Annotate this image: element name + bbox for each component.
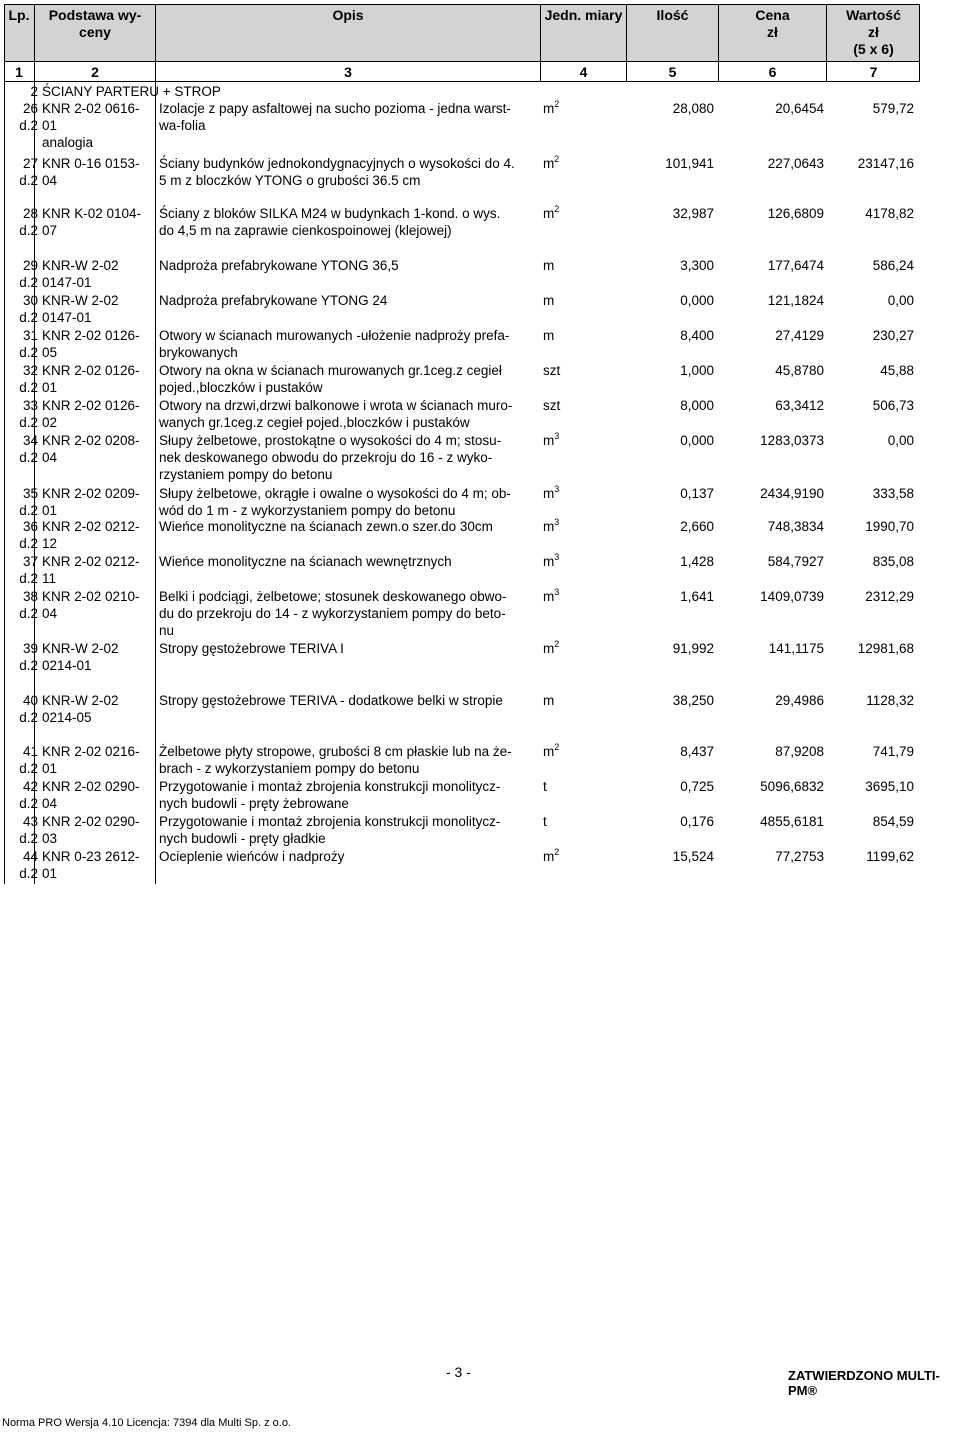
row-podstawa: KNR 2-02 0209- bbox=[42, 486, 140, 501]
row-cena: 126,6809 bbox=[767, 206, 824, 221]
row-podstawa: 02 bbox=[42, 415, 58, 430]
row-ilosc: 38,250 bbox=[672, 693, 714, 708]
row-opis: Słupy żelbetowe, prostokątne o wysokości do 4 m; stosu- bbox=[159, 433, 502, 448]
header-ilosc: Ilość bbox=[656, 7, 689, 23]
row-opis: Ściany budynków jednokondygnacyjnych o wysokości do 4. bbox=[159, 156, 515, 171]
row-wartosc: 12981,68 bbox=[857, 641, 914, 656]
row-lp: 34 bbox=[22, 433, 38, 448]
column-number: 3 bbox=[344, 64, 352, 80]
row-ilosc: 8,000 bbox=[680, 398, 714, 413]
row-ilosc: 3,300 bbox=[680, 258, 714, 273]
row-jednostka bbox=[543, 100, 559, 117]
row-ilosc: 1,641 bbox=[680, 589, 714, 604]
column-number: 7 bbox=[869, 64, 878, 80]
approval-stamp: ZATWIERDZONO MULTI-PM® bbox=[788, 1368, 940, 1398]
row-podstawa: KNR 2-02 0210- bbox=[42, 589, 140, 604]
unit-label: m bbox=[543, 641, 555, 656]
row-lp: d.2 bbox=[19, 450, 38, 465]
row-wartosc: 333,58 bbox=[872, 486, 914, 501]
unit-label: m bbox=[543, 693, 555, 708]
row-opis: brykowanych bbox=[159, 345, 238, 360]
row-podstawa: KNR 2-02 0212- bbox=[42, 554, 140, 569]
row-lp: d.2 bbox=[19, 710, 38, 725]
row-opis: nu bbox=[159, 623, 175, 638]
row-ilosc: 0,000 bbox=[680, 433, 714, 448]
row-podstawa: KNR 2-02 0290- bbox=[42, 814, 140, 829]
row-wartosc: 835,08 bbox=[872, 554, 914, 569]
row-lp: d.2 bbox=[19, 173, 38, 188]
row-podstawa: 01 bbox=[42, 118, 58, 133]
section-number: 2 bbox=[30, 84, 38, 99]
row-cena: 77,2753 bbox=[775, 849, 824, 864]
unit-exponent: 2 bbox=[554, 98, 560, 109]
row-cena: 27,4129 bbox=[775, 328, 824, 343]
section-title: ŚCIANY PARTERU + STROP bbox=[42, 84, 221, 99]
row-opis: nych budowli - pręty gładkie bbox=[159, 831, 326, 846]
column-number: 1 bbox=[15, 64, 23, 80]
row-wartosc: 741,79 bbox=[872, 744, 914, 759]
unit-label: m bbox=[543, 433, 555, 448]
row-wartosc: 854,59 bbox=[872, 814, 914, 829]
column-divider bbox=[155, 82, 156, 884]
row-lp: 31 bbox=[22, 328, 38, 343]
row-cena: 177,6474 bbox=[767, 258, 824, 273]
unit-label: m bbox=[543, 849, 555, 864]
row-opis: Ocieplenie wieńców i nadproży bbox=[159, 849, 345, 864]
row-opis: do 4,5 m na zaprawie cienkospoinowej (klejowej) bbox=[159, 223, 452, 238]
row-ilosc: 32,987 bbox=[672, 206, 714, 221]
row-jednostka bbox=[543, 588, 559, 605]
row-podstawa: 11 bbox=[42, 571, 57, 586]
header-jednostka: Jedn. miary bbox=[544, 7, 623, 23]
row-wartosc: 0,00 bbox=[887, 293, 914, 308]
row-wartosc: 579,72 bbox=[872, 101, 914, 116]
row-opis: Wieńce monolityczne na ścianach zewn.o szer.do 30cm bbox=[159, 519, 493, 534]
row-ilosc: 28,080 bbox=[672, 101, 714, 116]
row-jednostka bbox=[543, 518, 559, 535]
row-podstawa: 12 bbox=[42, 536, 58, 551]
row-podstawa: 01 bbox=[42, 761, 58, 776]
row-lp: d.2 bbox=[19, 223, 38, 238]
row-podstawa: KNR-W 2-02 bbox=[42, 293, 119, 308]
row-lp: 38 bbox=[22, 589, 38, 604]
row-podstawa: 01 bbox=[42, 866, 58, 881]
row-ilosc: 2,660 bbox=[680, 519, 714, 534]
unit-label: m bbox=[543, 589, 555, 604]
row-ilosc: 91,992 bbox=[672, 641, 714, 656]
row-wartosc: 1128,32 bbox=[866, 693, 914, 708]
row-lp: 37 bbox=[22, 554, 38, 569]
row-jednostka bbox=[543, 432, 559, 449]
row-lp: 32 bbox=[22, 363, 38, 378]
row-wartosc: 1990,70 bbox=[865, 519, 914, 534]
row-lp: d.2 bbox=[19, 380, 38, 395]
row-opis: wa-folia bbox=[159, 118, 206, 133]
unit-exponent: 3 bbox=[554, 430, 560, 441]
row-lp: d.2 bbox=[19, 345, 38, 360]
unit-exponent: 3 bbox=[554, 586, 560, 597]
row-lp: 44 bbox=[22, 849, 38, 864]
row-ilosc: 8,400 bbox=[680, 328, 714, 343]
row-podstawa: KNR 2-02 0216- bbox=[42, 744, 140, 759]
unit-exponent: 3 bbox=[554, 483, 560, 494]
row-wartosc: 4178,82 bbox=[865, 206, 914, 221]
row-wartosc: 586,24 bbox=[872, 258, 914, 273]
row-ilosc: 15,524 bbox=[672, 849, 714, 864]
header-cena-line1: Cena bbox=[755, 7, 790, 23]
row-lp: 36 bbox=[22, 519, 38, 534]
row-jednostka bbox=[543, 848, 559, 865]
row-podstawa: KNR-W 2-02 bbox=[42, 258, 119, 273]
unit-label: m bbox=[543, 328, 555, 343]
row-podstawa: 04 bbox=[42, 606, 58, 621]
row-opis: 5 m z bloczków YTONG o grubości 36.5 cm bbox=[159, 173, 421, 188]
unit-exponent: 2 bbox=[554, 741, 560, 752]
row-jednostka bbox=[543, 327, 554, 344]
row-jednostka bbox=[543, 205, 559, 222]
unit-label: m bbox=[543, 486, 555, 501]
column-number: 6 bbox=[768, 64, 777, 80]
row-jednostka bbox=[543, 155, 559, 172]
row-podstawa: KNR 2-02 0290- bbox=[42, 779, 140, 794]
row-cena: 748,3834 bbox=[767, 519, 824, 534]
unit-exponent: 3 bbox=[554, 516, 560, 527]
unit-label: m bbox=[543, 101, 555, 116]
row-podstawa: 0147-01 bbox=[42, 310, 92, 325]
unit-label: t bbox=[543, 814, 547, 829]
row-cena: 45,8780 bbox=[775, 363, 824, 378]
row-opis: wód do 1 m - z wykorzystaniem pompy do betonu bbox=[159, 503, 456, 518]
row-jednostka bbox=[543, 553, 559, 570]
row-podstawa: 0147-01 bbox=[42, 275, 92, 290]
row-lp: 29 bbox=[22, 258, 38, 273]
row-jednostka bbox=[543, 778, 547, 795]
row-lp: 39 bbox=[22, 641, 38, 656]
unit-label: m bbox=[543, 206, 555, 221]
row-podstawa: KNR 2-02 0616- bbox=[42, 101, 140, 116]
row-podstawa: 03 bbox=[42, 831, 58, 846]
row-opis: Izolacje z papy asfaltowej na sucho pozioma - jedna warst- bbox=[159, 101, 511, 116]
header-podstawa-line2: ceny bbox=[79, 24, 111, 40]
license-note: Norma PRO Wersja 4.10 Licencja: 7394 dla Multi Sp. z o.o. bbox=[2, 1417, 291, 1429]
row-opis: Belki i podciągi, żelbetowe; stosunek deskowanego obwo- bbox=[159, 589, 507, 604]
row-lp: d.2 bbox=[19, 866, 38, 881]
row-ilosc: 1,428 bbox=[680, 554, 714, 569]
row-opis: Wieńce monolityczne na ścianach wewnętrznych bbox=[159, 554, 452, 569]
row-opis: Otwory na okna w ścianach murowanych gr.1ceg.z cegieł bbox=[159, 363, 502, 378]
column-number: 2 bbox=[91, 64, 99, 80]
row-cena: 63,3412 bbox=[775, 398, 824, 413]
row-wartosc: 506,73 bbox=[872, 398, 914, 413]
header-wartosc-line3: (5 x 6) bbox=[853, 41, 894, 57]
row-wartosc: 23147,16 bbox=[857, 156, 914, 171]
row-podstawa: 04 bbox=[42, 450, 58, 465]
row-lp: d.2 bbox=[19, 275, 38, 290]
header-wartosc-line1: Wartość bbox=[846, 7, 901, 23]
row-wartosc: 45,88 bbox=[880, 363, 914, 378]
unit-label: t bbox=[543, 779, 547, 794]
row-cena: 4855,6181 bbox=[760, 814, 824, 829]
row-wartosc: 0,00 bbox=[887, 433, 914, 448]
row-podstawa: 04 bbox=[42, 796, 58, 811]
row-cena: 141,1175 bbox=[768, 641, 824, 656]
unit-label: m bbox=[543, 554, 555, 569]
row-jednostka bbox=[543, 485, 559, 502]
row-cena: 87,9208 bbox=[775, 744, 824, 759]
unit-label: szt bbox=[543, 398, 561, 413]
row-jednostka bbox=[543, 292, 554, 309]
row-lp: d.2 bbox=[19, 831, 38, 846]
row-lp: 43 bbox=[22, 814, 38, 829]
unit-exponent: 2 bbox=[554, 846, 560, 857]
row-ilosc: 0,137 bbox=[680, 486, 714, 501]
page-number: - 3 - bbox=[446, 1364, 471, 1380]
row-lp: d.2 bbox=[19, 310, 38, 325]
unit-label: m bbox=[543, 519, 555, 534]
row-wartosc: 1199,62 bbox=[866, 849, 914, 864]
row-lp: d.2 bbox=[19, 571, 38, 586]
row-lp: 40 bbox=[22, 693, 38, 708]
row-cena: 121,1824 bbox=[767, 293, 824, 308]
row-podstawa: KNR 2-02 0126- bbox=[42, 363, 140, 378]
row-opis: wanych gr.1ceg.z cegieł pojed.,bloczków i pustaków bbox=[159, 415, 470, 430]
row-podstawa: 0214-01 bbox=[42, 658, 92, 673]
unit-label: szt bbox=[543, 363, 561, 378]
unit-label: m bbox=[543, 744, 555, 759]
row-opis: pojed.,bloczków i pustaków bbox=[159, 380, 323, 395]
header-lp: Lp. bbox=[8, 7, 30, 23]
row-jednostka bbox=[543, 692, 554, 709]
row-podstawa: KNR 2-02 0212- bbox=[42, 519, 140, 534]
row-opis: rzystaniem pompy do betonu bbox=[159, 467, 333, 482]
row-podstawa: 04 bbox=[42, 173, 58, 188]
row-lp: d.2 bbox=[19, 536, 38, 551]
row-jednostka bbox=[543, 743, 559, 760]
unit-exponent: 2 bbox=[554, 638, 560, 649]
row-ilosc: 0,176 bbox=[680, 814, 714, 829]
unit-label: m bbox=[543, 293, 555, 308]
row-lp: 27 bbox=[22, 156, 38, 171]
row-opis: du do przekroju do 14 - z wykorzystaniem pompy do beto- bbox=[159, 606, 506, 621]
row-lp: 35 bbox=[22, 486, 38, 501]
row-cena: 2434,9190 bbox=[760, 486, 824, 501]
row-cena: 20,6454 bbox=[775, 101, 824, 116]
row-podstawa: KNR 0-23 2612- bbox=[42, 849, 140, 864]
row-lp: d.2 bbox=[19, 118, 38, 133]
header-podstawa-line1: Podstawa wy- bbox=[48, 7, 142, 23]
row-ilosc: 0,725 bbox=[680, 779, 714, 794]
row-opis: Stropy gęstożebrowe TERIVA I bbox=[159, 641, 344, 656]
row-opis: Otwory na drzwi,drzwi balkonowe i wrota w ścianach muro- bbox=[159, 398, 513, 413]
row-cena: 5096,6832 bbox=[760, 779, 824, 794]
row-ilosc: 1,000 bbox=[680, 363, 714, 378]
row-opis: nek deskowanego obwodu do przekroju do 16 - z wyko- bbox=[159, 450, 493, 465]
row-podstawa: KNR 0-16 0153- bbox=[42, 156, 140, 171]
row-lp: d.2 bbox=[19, 761, 38, 776]
row-lp: d.2 bbox=[19, 503, 38, 518]
row-podstawa: analogia bbox=[42, 135, 94, 150]
row-cena: 1409,0739 bbox=[760, 589, 824, 604]
row-wartosc: 2312,29 bbox=[865, 589, 914, 604]
row-podstawa: 01 bbox=[42, 380, 58, 395]
row-opis: Żelbetowe płyty stropowe, grubości 8 cm płaskie lub na że- bbox=[159, 744, 512, 759]
row-opis: Słupy żelbetowe, okrągłe i owalne o wysokości do 4 m; ob- bbox=[159, 486, 511, 501]
row-opis: Otwory w ścianach murowanych -ułożenie nadproży prefa- bbox=[159, 328, 510, 343]
row-opis: Przygotowanie i montaż zbrojenia konstrukcji monolitycz- bbox=[159, 814, 501, 829]
header-cena-line2: zł bbox=[767, 24, 778, 40]
column-number: 4 bbox=[579, 64, 588, 80]
row-podstawa: KNR-W 2-02 bbox=[42, 693, 119, 708]
row-lp: d.2 bbox=[19, 415, 38, 430]
row-lp: 33 bbox=[22, 398, 38, 413]
row-lp: d.2 bbox=[19, 796, 38, 811]
row-cena: 1283,0373 bbox=[760, 433, 824, 448]
header-opis: Opis bbox=[332, 7, 364, 23]
row-jednostka bbox=[543, 257, 554, 274]
unit-exponent: 2 bbox=[554, 203, 560, 214]
row-wartosc: 3695,10 bbox=[865, 779, 914, 794]
row-podstawa: KNR K-02 0104- bbox=[42, 206, 142, 221]
row-opis: Stropy gęstożebrowe TERIVA - dodatkowe belki w stropie bbox=[159, 693, 503, 708]
row-opis: Nadproża prefabrykowane YTONG 24 bbox=[159, 293, 388, 308]
row-podstawa: KNR 2-02 0208- bbox=[42, 433, 140, 448]
row-podstawa: 07 bbox=[42, 223, 58, 238]
row-ilosc: 8,437 bbox=[680, 744, 714, 759]
row-opis: nych budowli - pręty żebrowane bbox=[159, 796, 349, 811]
unit-exponent: 3 bbox=[554, 551, 560, 562]
row-podstawa: 01 bbox=[42, 503, 58, 518]
row-opis: brach - z wykorzystaniem pompy do betonu bbox=[159, 761, 420, 776]
row-lp: 42 bbox=[22, 779, 38, 794]
row-opis: Przygotowanie i montaż zbrojenia konstrukcji monolitycz- bbox=[159, 779, 501, 794]
row-jednostka bbox=[543, 813, 547, 830]
row-lp: 30 bbox=[22, 293, 38, 308]
row-lp: 41 bbox=[22, 744, 38, 759]
unit-label: m bbox=[543, 156, 555, 171]
row-podstawa: KNR 2-02 0126- bbox=[42, 398, 140, 413]
row-opis: Nadproża prefabrykowane YTONG 36,5 bbox=[159, 258, 399, 273]
row-podstawa: KNR-W 2-02 bbox=[42, 641, 119, 656]
row-jednostka bbox=[543, 362, 560, 379]
unit-label: m bbox=[543, 258, 555, 273]
row-lp: d.2 bbox=[19, 606, 38, 621]
row-jednostka bbox=[543, 397, 560, 414]
row-ilosc: 101,941 bbox=[665, 156, 714, 171]
row-opis: Ściany z bloków SILKA M24 w budynkach 1-kond. o wys. bbox=[159, 206, 501, 221]
row-cena: 584,7927 bbox=[767, 554, 824, 569]
row-lp: 28 bbox=[22, 206, 38, 221]
row-ilosc: 0,000 bbox=[680, 293, 714, 308]
header-wartosc-line2: zł bbox=[868, 24, 879, 40]
row-cena: 227,0643 bbox=[767, 156, 824, 171]
row-podstawa: 0214-05 bbox=[42, 710, 92, 725]
row-wartosc: 230,27 bbox=[872, 328, 914, 343]
row-jednostka bbox=[543, 640, 559, 657]
row-podstawa: 05 bbox=[42, 345, 58, 360]
row-lp: d.2 bbox=[19, 658, 38, 673]
row-lp: 26 bbox=[22, 101, 38, 116]
unit-exponent: 2 bbox=[554, 153, 560, 164]
row-podstawa: KNR 2-02 0126- bbox=[42, 328, 140, 343]
column-number: 5 bbox=[668, 64, 677, 80]
row-cena: 29,4986 bbox=[775, 693, 824, 708]
